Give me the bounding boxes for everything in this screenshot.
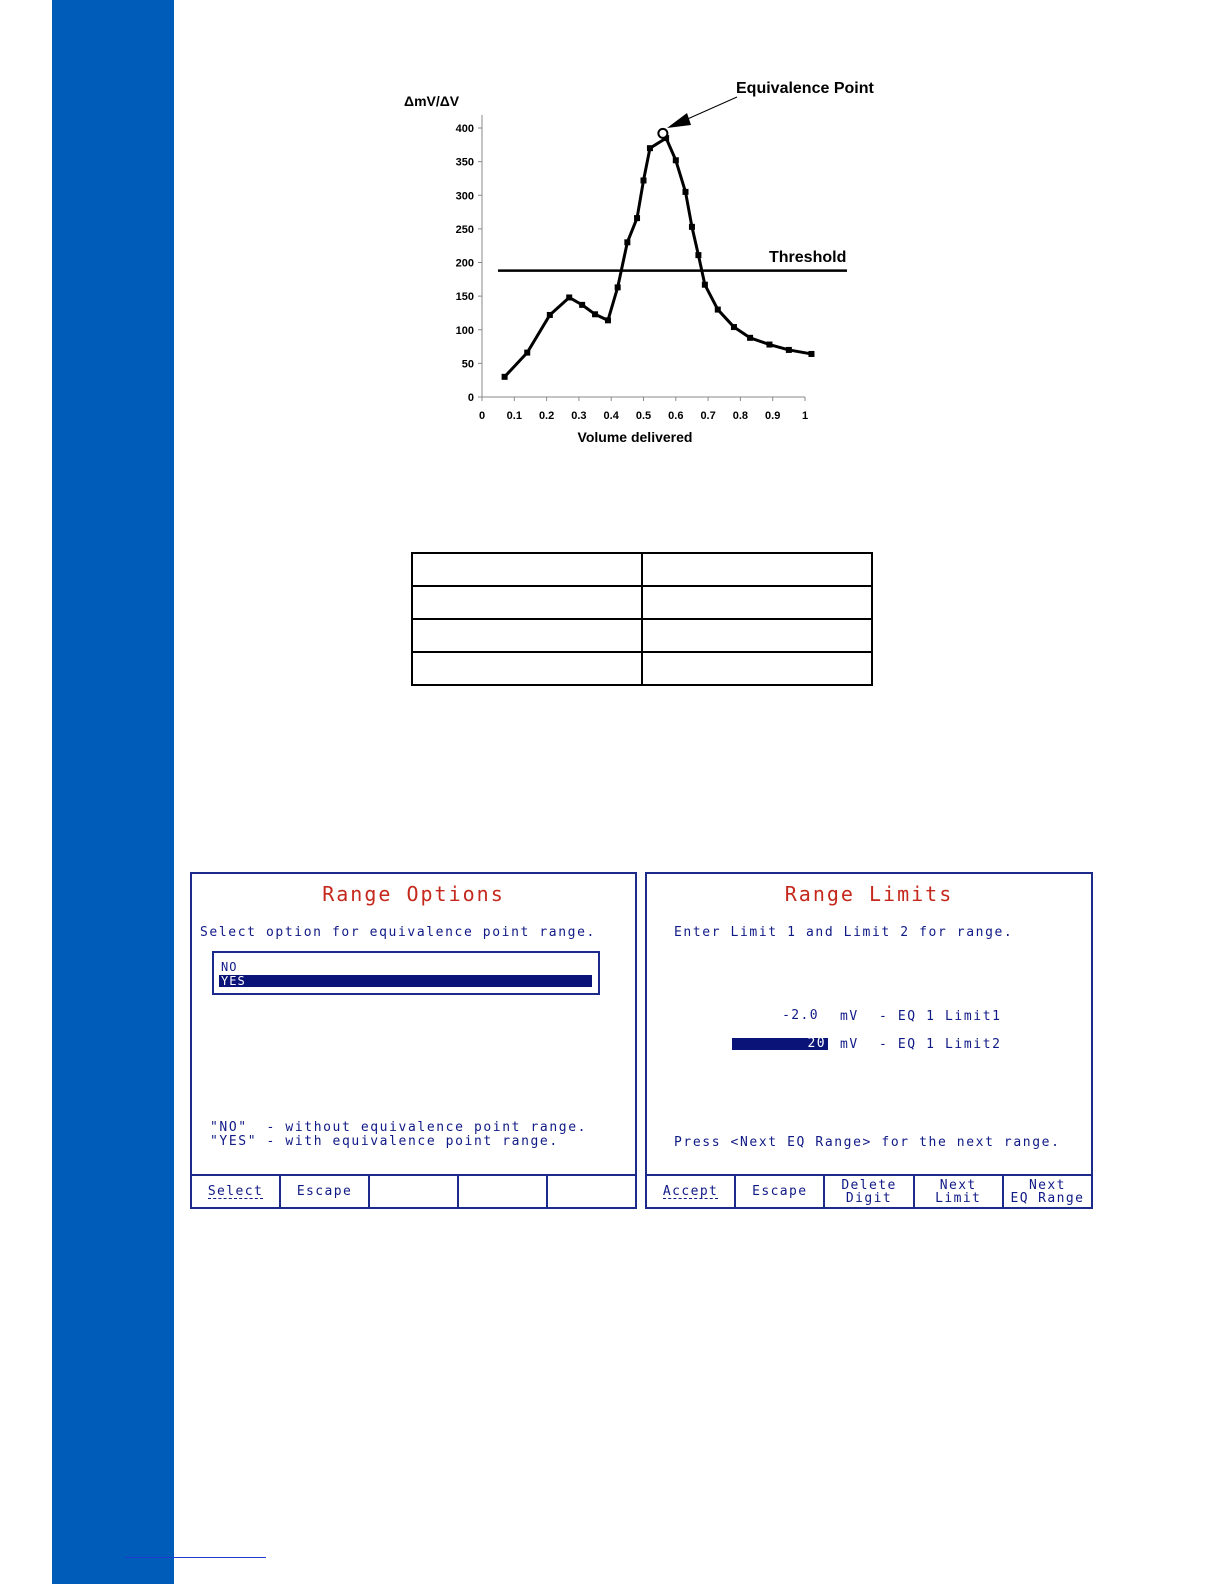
- data-point: [808, 351, 814, 357]
- data-point: [605, 317, 611, 323]
- help-no: "NO" - without equivalence point range.: [210, 1120, 588, 1135]
- data-point: [502, 374, 508, 380]
- x-tick-label: 0.3: [571, 410, 587, 422]
- x-tick-label: 0: [478, 410, 486, 422]
- y-tick-label: 350: [455, 156, 474, 169]
- y-tick-label: 250: [455, 223, 474, 236]
- softkey-4[interactable]: [459, 1176, 548, 1207]
- softkey-bar: [192, 1174, 635, 1207]
- limit1-label: - EQ 1 Limit1: [879, 1009, 1002, 1024]
- equivalence-point-marker: [658, 129, 667, 138]
- data-point: [592, 311, 598, 317]
- equivalence-leader-line: [683, 97, 737, 121]
- next-range-hint: Press <Next EQ Range> for the next range.: [674, 1135, 1061, 1150]
- equivalence-arrow-icon: [667, 113, 691, 128]
- y-tick-label: 300: [455, 190, 474, 203]
- softkey-3[interactable]: [370, 1176, 459, 1207]
- x-tick-label: 0.1: [506, 410, 522, 422]
- series-line: [505, 138, 812, 377]
- range-options-screen: [190, 872, 637, 1209]
- limit1-unit: mV: [840, 1009, 859, 1024]
- table-cell: [412, 553, 642, 586]
- accept-softkey[interactable]: Accept: [647, 1176, 736, 1207]
- data-point: [647, 145, 653, 151]
- table-cell: [642, 553, 872, 586]
- option-listbox[interactable]: [212, 951, 600, 995]
- screen-prompt: Select option for equivalence point range.: [200, 925, 596, 940]
- equivalence-point-label: Equivalence Point: [736, 80, 874, 97]
- table-row: [412, 652, 872, 685]
- y-tick-label: 400: [455, 123, 474, 135]
- table-row: [412, 619, 872, 652]
- help-yes: "YES" - with equivalence point range.: [210, 1134, 559, 1149]
- x-tick-label: 0.8: [732, 410, 749, 422]
- next-limit-softkey[interactable]: Next Limit: [915, 1176, 1004, 1207]
- table-cell: [412, 652, 642, 685]
- select-softkey[interactable]: Select: [192, 1176, 281, 1207]
- x-axis-title: Volume delivered: [577, 429, 693, 445]
- limit2-field[interactable]: 20: [732, 1038, 828, 1050]
- limit1-field[interactable]: -2.0: [782, 1008, 819, 1023]
- data-point: [731, 324, 737, 330]
- side-color-band: [52, 0, 174, 1584]
- table-cell: [642, 619, 872, 652]
- table-row: [412, 553, 872, 586]
- data-point: [579, 302, 585, 308]
- data-point: [689, 224, 695, 230]
- delete-digit-softkey[interactable]: Delete Digit: [825, 1176, 914, 1207]
- y-tick-label: 100: [455, 324, 474, 337]
- screen-title: Range Limits: [784, 882, 954, 906]
- data-point: [786, 347, 792, 353]
- chart-axes: [482, 115, 805, 397]
- y-tick-label: 150: [455, 291, 474, 304]
- table-cell: [642, 586, 872, 619]
- data-point: [547, 312, 553, 318]
- x-tick-label: 0.6: [668, 410, 684, 422]
- data-point: [615, 284, 621, 290]
- equivalence-point-group: [658, 97, 737, 138]
- limit2-unit: mV: [840, 1037, 859, 1052]
- softkey-bar: [647, 1174, 1091, 1207]
- option-yes[interactable]: YES: [219, 975, 592, 987]
- range-limits-screen: [645, 872, 1093, 1209]
- data-point: [702, 282, 708, 288]
- data-point: [682, 189, 688, 195]
- x-tick-label: 0.7: [700, 410, 716, 422]
- x-tick-label: 1: [801, 410, 809, 422]
- data-point: [524, 350, 530, 356]
- y-tick-label: 50: [461, 358, 474, 371]
- footer-link-rule: [125, 1557, 266, 1558]
- x-tick-label: 0.9: [765, 410, 781, 422]
- table-cell: [412, 619, 642, 652]
- screen-title: Range Options: [322, 882, 505, 906]
- x-tick-label: 0.4: [603, 410, 619, 422]
- data-point: [673, 157, 679, 163]
- table-cell: [412, 586, 642, 619]
- y-tick-label: 0: [467, 392, 474, 404]
- escape-softkey[interactable]: Escape: [736, 1176, 825, 1207]
- x-tick-label: 0.2: [538, 410, 555, 422]
- escape-softkey[interactable]: Escape: [281, 1176, 370, 1207]
- table-cell: [642, 652, 872, 685]
- chart-ticks: [456, 123, 808, 422]
- y-tick-label: 200: [455, 257, 474, 270]
- data-point: [566, 294, 572, 300]
- data-point: [747, 335, 753, 341]
- next-eq-range-softkey[interactable]: Next EQ Range: [1010, 1177, 1085, 1206]
- option-no[interactable]: NO: [221, 960, 238, 974]
- data-point: [766, 342, 772, 348]
- screen-prompt: Enter Limit 1 and Limit 2 for range.: [674, 925, 1014, 940]
- data-point: [641, 177, 647, 183]
- threshold-label: Threshold: [769, 249, 847, 266]
- derivative-titration-chart: [395, 70, 895, 455]
- data-point: [695, 252, 701, 258]
- blank-table: [411, 552, 873, 686]
- data-point: [634, 215, 640, 221]
- limit2-label: - EQ 1 Limit2: [879, 1037, 1002, 1052]
- table-row: [412, 586, 872, 619]
- chart-series: [502, 135, 815, 380]
- x-tick-label: 0.5: [635, 410, 652, 422]
- data-point: [715, 307, 721, 313]
- softkey-5[interactable]: [548, 1176, 635, 1207]
- data-point: [624, 239, 630, 245]
- y-axis-title: ΔmV/ΔV: [404, 93, 460, 109]
